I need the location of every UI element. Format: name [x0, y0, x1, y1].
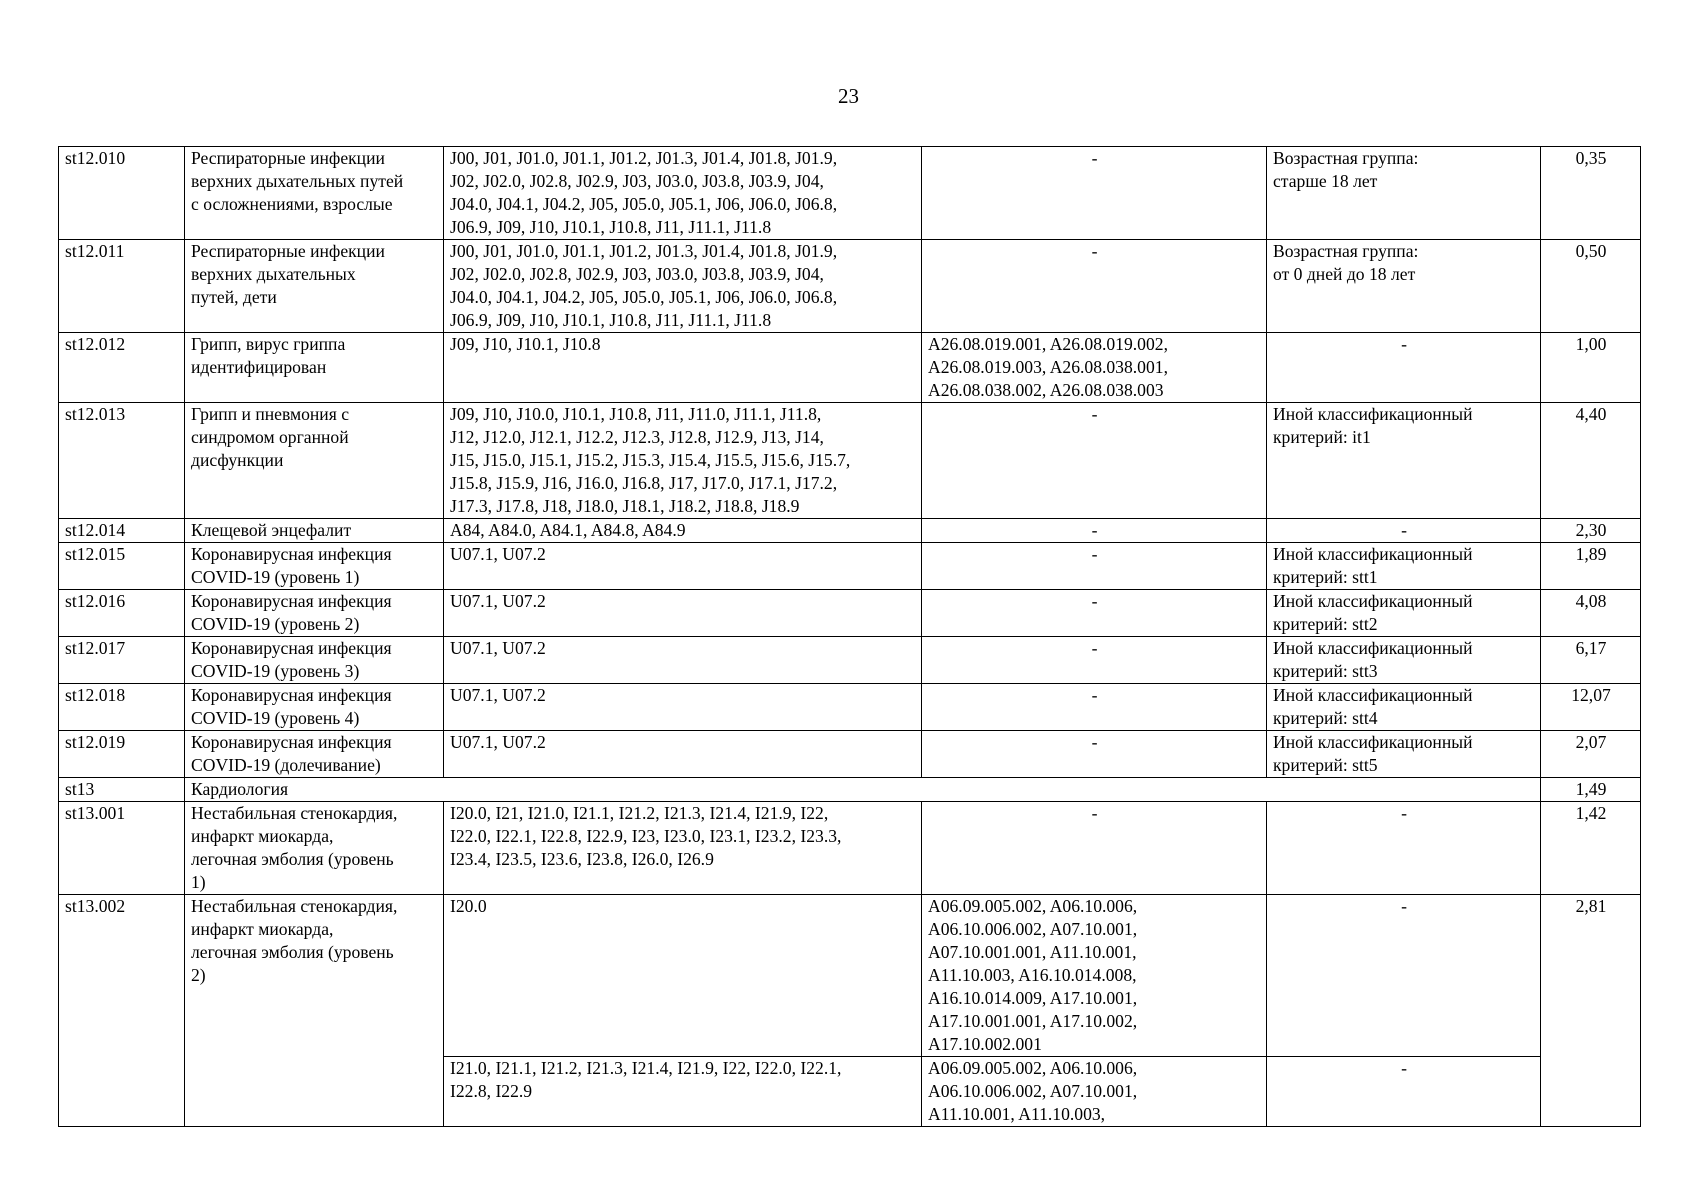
row-code: st13.002 — [59, 895, 185, 1127]
criteria — [1267, 333, 1541, 403]
criteria — [1267, 590, 1541, 637]
service-codes-line: A06.09.005.002, A06.10.006, — [928, 1058, 1138, 1078]
icd-codes — [444, 403, 922, 519]
criteria-line: - — [1401, 896, 1407, 916]
service-codes-line: A26.08.019.001, A26.08.019.002, — [928, 334, 1168, 354]
service-codes-line: - — [1091, 520, 1098, 540]
group-name — [185, 895, 444, 1127]
coefficient: 1,42 — [1541, 802, 1641, 895]
group-name-line: Грипп, вирус гриппа — [191, 334, 346, 354]
service-codes — [922, 240, 1267, 333]
group-name-line: легочная эмболия (уровень — [191, 942, 394, 962]
criteria-line: Иной классификационный — [1273, 591, 1473, 611]
icd-codes-line: U07.1, U07.2 — [450, 638, 546, 658]
coefficient: 6,17 — [1541, 637, 1641, 684]
criteria-line: Иной классификационный — [1273, 732, 1473, 752]
row-code: st12.015 — [59, 543, 185, 590]
icd-codes-line: I22.8, I22.9 — [450, 1081, 533, 1101]
criteria-line: Возрастная группа: — [1273, 241, 1419, 261]
icd-codes — [444, 590, 922, 637]
criteria-line: - — [1401, 803, 1407, 823]
group-name-line: с осложнениями, взрослые — [191, 194, 393, 214]
coefficient: 1,49 — [1541, 778, 1641, 802]
service-codes — [922, 802, 1267, 895]
table-row — [59, 333, 1641, 403]
group-name — [185, 543, 444, 590]
service-codes — [922, 590, 1267, 637]
row-code: st12.016 — [59, 590, 185, 637]
icd-codes — [444, 333, 922, 403]
row-code: st12.017 — [59, 637, 185, 684]
group-name-line: COVID-19 (уровень 4) — [191, 708, 360, 728]
criteria — [1267, 519, 1541, 543]
group-name — [185, 147, 444, 240]
icd-codes-line: I20.0, I21, I21.0, I21.1, I21.2, I21.3, I21.4, I21.9, I22, — [450, 803, 829, 823]
icd-codes-line: J12, J12.0, J12.1, J12.2, J12.3, J12.8, J12.9, J13, J14, — [450, 427, 824, 447]
service-codes — [922, 403, 1267, 519]
service-codes-line: - — [1091, 544, 1098, 564]
icd-codes-line: J02, J02.0, J02.8, J02.9, J03, J03.0, J03.8, J03.9, J04, — [450, 264, 824, 284]
icd-codes — [444, 519, 922, 543]
section-title: Кардиология — [185, 778, 1541, 802]
coefficient: 2,81 — [1541, 895, 1641, 1127]
criteria — [1267, 1057, 1541, 1127]
coefficient: 12,07 — [1541, 684, 1641, 731]
icd-codes — [444, 895, 922, 1057]
coefficient: 0,50 — [1541, 240, 1641, 333]
criteria — [1267, 637, 1541, 684]
service-codes-line: - — [1091, 732, 1098, 752]
icd-codes — [444, 802, 922, 895]
service-codes — [922, 895, 1267, 1057]
group-name-line: идентифицирован — [191, 357, 327, 377]
group-name — [185, 240, 444, 333]
service-codes-line: - — [1091, 638, 1098, 658]
criteria — [1267, 240, 1541, 333]
service-codes-line: - — [1091, 685, 1098, 705]
service-codes-line: A26.08.038.002, A26.08.038.003 — [928, 380, 1164, 400]
icd-codes-line: I20.0 — [450, 896, 487, 916]
service-codes-line: - — [1091, 148, 1098, 168]
service-codes-line: A26.08.019.003, A26.08.038.001, — [928, 357, 1168, 377]
criteria-line: Возрастная группа: — [1273, 148, 1419, 168]
row-code: st12.014 — [59, 519, 185, 543]
group-name-line: инфаркт миокарда, — [191, 826, 334, 846]
criteria-line: критерий: stt4 — [1273, 708, 1378, 728]
icd-codes-line: I23.4, I23.5, I23.6, I23.8, I26.0, I26.9 — [450, 849, 714, 869]
icd-codes — [444, 1057, 922, 1127]
coefficient: 2,07 — [1541, 731, 1641, 778]
row-code: st12.019 — [59, 731, 185, 778]
icd-codes-line: U07.1, U07.2 — [450, 591, 546, 611]
icd-codes-line: I22.0, I22.1, I22.8, I22.9, I23, I23.0, I23.1, I23.2, I23.3, — [450, 826, 842, 846]
table-row — [59, 802, 1641, 895]
group-name-line: верхних дыхательных — [191, 264, 356, 284]
group-name-line: COVID-19 (уровень 1) — [191, 567, 360, 587]
group-name-line: Нестабильная стенокардия, — [191, 896, 398, 916]
table-row — [59, 147, 1641, 240]
icd-codes — [444, 637, 922, 684]
group-name — [185, 333, 444, 403]
icd-codes-line: J15, J15.0, J15.1, J15.2, J15.3, J15.4, J15.5, J15.6, J15.7, — [450, 450, 851, 470]
table-row — [59, 543, 1641, 590]
group-name — [185, 590, 444, 637]
criteria-line: - — [1401, 334, 1407, 354]
criteria — [1267, 731, 1541, 778]
row-code: st12.011 — [59, 240, 185, 333]
coefficient: 2,30 — [1541, 519, 1641, 543]
group-name — [185, 403, 444, 519]
table-row — [59, 895, 1641, 1057]
group-name-line: дисфункции — [191, 450, 284, 470]
service-codes — [922, 637, 1267, 684]
icd-codes-line: J00, J01, J01.0, J01.1, J01.2, J01.3, J01.4, J01.8, J01.9, — [450, 148, 838, 168]
criteria-line: от 0 дней до 18 лет — [1273, 264, 1416, 284]
table-row — [59, 731, 1641, 778]
icd-codes-line: J09, J10, J10.0, J10.1, J10.8, J11, J11.0, J11.1, J11.8, — [450, 404, 822, 424]
group-name-line: 2) — [191, 965, 206, 985]
criteria-line: критерий: stt5 — [1273, 755, 1378, 775]
service-codes-line: - — [1091, 404, 1098, 424]
criteria-line: критерий: it1 — [1273, 427, 1371, 447]
coefficient: 1,89 — [1541, 543, 1641, 590]
criteria-line: критерий: stt1 — [1273, 567, 1378, 587]
table-row — [59, 637, 1641, 684]
group-name — [185, 519, 444, 543]
service-codes-line: A17.10.001.001, A17.10.002, — [928, 1011, 1138, 1031]
table-row — [59, 590, 1641, 637]
icd-codes-line: U07.1, U07.2 — [450, 732, 546, 752]
row-code: st13.001 — [59, 802, 185, 895]
group-name-line: Коронавирусная инфекция — [191, 732, 392, 752]
coefficient: 1,00 — [1541, 333, 1641, 403]
icd-codes-line: J06.9, J09, J10, J10.1, J10.8, J11, J11.1, J11.8 — [450, 217, 772, 237]
tariff-table — [58, 146, 1641, 1127]
icd-codes-line: J02, J02.0, J02.8, J02.9, J03, J03.0, J03.8, J03.9, J04, — [450, 171, 824, 191]
table-row — [59, 240, 1641, 333]
service-codes — [922, 684, 1267, 731]
row-code: st12.010 — [59, 147, 185, 240]
icd-codes-line: J17.3, J17.8, J18, J18.0, J18.1, J18.2, J18.8, J18.9 — [450, 496, 800, 516]
icd-codes-line: A84, A84.0, A84.1, A84.8, A84.9 — [450, 520, 686, 540]
group-name-line: COVID-19 (уровень 2) — [191, 614, 360, 634]
criteria-line: - — [1401, 520, 1407, 540]
group-name-line: COVID-19 (уровень 3) — [191, 661, 360, 681]
row-code: st12.013 — [59, 403, 185, 519]
page-number: 23 — [838, 84, 859, 108]
service-codes-line: A17.10.002.001 — [928, 1034, 1042, 1054]
service-codes — [922, 1057, 1267, 1127]
group-name-line: верхних дыхательных путей — [191, 171, 404, 191]
table-row — [59, 778, 1641, 802]
service-codes-line: A06.10.006.002, A07.10.001, — [928, 1081, 1138, 1101]
criteria-line: - — [1401, 1058, 1407, 1078]
service-codes — [922, 543, 1267, 590]
table-row — [59, 684, 1641, 731]
icd-codes-line: U07.1, U07.2 — [450, 544, 546, 564]
group-name-line: Респираторные инфекции — [191, 148, 385, 168]
service-codes-line: A16.10.014.009, A17.10.001, — [928, 988, 1138, 1008]
group-name-line: синдромом органной — [191, 427, 349, 447]
group-name-line: Коронавирусная инфекция — [191, 544, 392, 564]
criteria-line: Иной классификационный — [1273, 404, 1473, 424]
service-codes — [922, 147, 1267, 240]
service-codes — [922, 519, 1267, 543]
group-name-line: COVID-19 (долечивание) — [191, 755, 381, 775]
icd-codes-line: J04.0, J04.1, J04.2, J05, J05.0, J05.1, J06, J06.0, J06.8, — [450, 287, 838, 307]
group-name — [185, 802, 444, 895]
icd-codes-line: U07.1, U07.2 — [450, 685, 546, 705]
service-codes-line: - — [1091, 241, 1098, 261]
icd-codes — [444, 240, 922, 333]
row-code: st12.012 — [59, 333, 185, 403]
icd-codes-line: J00, J01, J01.0, J01.1, J01.2, J01.3, J01.4, J01.8, J01.9, — [450, 241, 838, 261]
group-name-line: Грипп и пневмония с — [191, 404, 350, 424]
group-name-line: Коронавирусная инфекция — [191, 685, 392, 705]
service-codes-line: A11.10.001, A11.10.003, — [928, 1104, 1106, 1124]
criteria — [1267, 684, 1541, 731]
coefficient: 0,35 — [1541, 147, 1641, 240]
service-codes — [922, 333, 1267, 403]
criteria-line: критерий: stt2 — [1273, 614, 1378, 634]
criteria — [1267, 403, 1541, 519]
criteria-line: Иной классификационный — [1273, 685, 1473, 705]
group-name — [185, 637, 444, 684]
group-name-line: 1) — [191, 872, 206, 892]
service-codes-line: - — [1091, 591, 1098, 611]
icd-codes-line: J04.0, J04.1, J04.2, J05, J05.0, J05.1, J06, J06.0, J06.8, — [450, 194, 838, 214]
criteria — [1267, 802, 1541, 895]
row-code: st13 — [59, 778, 185, 802]
criteria — [1267, 147, 1541, 240]
icd-codes-line: J06.9, J09, J10, J10.1, J10.8, J11, J11.1, J11.8 — [450, 310, 772, 330]
coefficient: 4,08 — [1541, 590, 1641, 637]
criteria-line: старше 18 лет — [1273, 171, 1378, 191]
group-name-line: инфаркт миокарда, — [191, 919, 334, 939]
service-codes-line: - — [1091, 803, 1098, 823]
group-name — [185, 684, 444, 731]
group-name-line: Нестабильная стенокардия, — [191, 803, 398, 823]
criteria — [1267, 543, 1541, 590]
group-name-line: Респираторные инфекции — [191, 241, 385, 261]
icd-codes — [444, 731, 922, 778]
service-codes-line: A06.10.006.002, A07.10.001, — [928, 919, 1138, 939]
criteria-line: Иной классификационный — [1273, 638, 1473, 658]
criteria — [1267, 895, 1541, 1057]
coefficient: 4,40 — [1541, 403, 1641, 519]
criteria-line: Иной классификационный — [1273, 544, 1473, 564]
icd-codes-line: J15.8, J15.9, J16, J16.0, J16.8, J17, J17.0, J17.1, J17.2, — [450, 473, 838, 493]
icd-codes-line: I21.0, I21.1, I21.2, I21.3, I21.4, I21.9, I22, I22.0, I22.1, — [450, 1058, 842, 1078]
icd-codes — [444, 543, 922, 590]
service-codes-line: A06.09.005.002, A06.10.006, — [928, 896, 1138, 916]
service-codes — [922, 731, 1267, 778]
service-codes-line: A11.10.003, A16.10.014.008, — [928, 965, 1137, 985]
icd-codes — [444, 684, 922, 731]
group-name-line: Клещевой энцефалит — [191, 520, 352, 540]
icd-codes — [444, 147, 922, 240]
group-name-line: Коронавирусная инфекция — [191, 591, 392, 611]
group-name-line: Коронавирусная инфекция — [191, 638, 392, 658]
group-name-line: легочная эмболия (уровень — [191, 849, 394, 869]
criteria-line: критерий: stt3 — [1273, 661, 1378, 681]
icd-codes-line: J09, J10, J10.1, J10.8 — [450, 334, 601, 354]
row-code: st12.018 — [59, 684, 185, 731]
group-name-line: путей, дети — [191, 287, 277, 307]
group-name — [185, 731, 444, 778]
service-codes-line: A07.10.001.001, A11.10.001, — [928, 942, 1137, 962]
table-row — [59, 403, 1641, 519]
table-row — [59, 519, 1641, 543]
